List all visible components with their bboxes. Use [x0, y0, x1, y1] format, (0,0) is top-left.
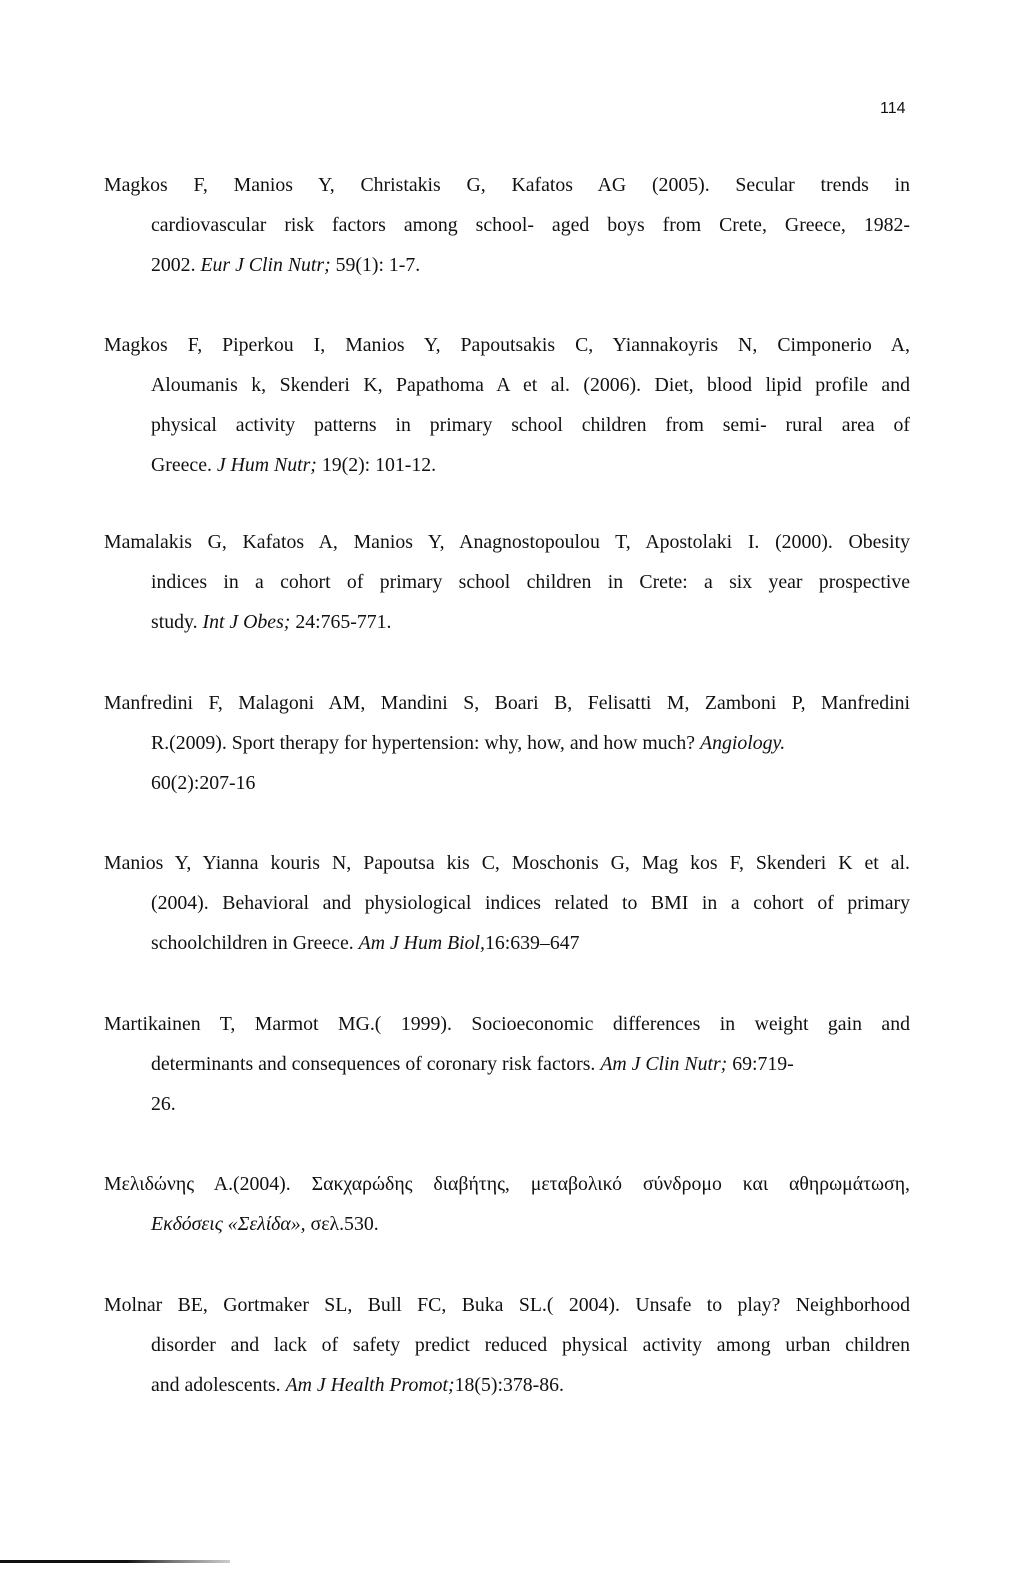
reference-line: physical activity patterns in primary school children from semi- rural area of	[151, 414, 910, 436]
reference-line: study. Int J Obes; 24:765-771.	[151, 611, 392, 633]
reference-line: Mamalakis G, Kafatos A, Manios Y, Anagnostopoulou T, Apostolaki I. (2000). Obesity	[104, 531, 910, 553]
reference-entry	[104, 1285, 910, 1405]
reference-line: R.(2009). Sport therapy for hypertension: why, how, and how much? Angiology.	[151, 732, 786, 754]
reference-line: Greece. J Hum Nutr; 19(2): 101-12.	[151, 454, 437, 476]
reference-line: Molnar BE, Gortmaker SL, Bull FC, Buka SL.( 2004). Unsafe to play? Neighborhood	[104, 1294, 910, 1316]
footer-rule	[0, 1560, 230, 1563]
reference-entry	[104, 522, 910, 642]
reference-line: Εκδόσεις «Σελίδα», σελ.530.	[151, 1213, 379, 1235]
reference-line: Aloumanis k, Skenderi K, Papathoma A et al. (2006). Diet, blood lipid profile and	[151, 374, 910, 396]
reference-line: Μελιδώνης Α.(2004). Σακχαρώδης διαβήτης, μεταβολικό σύνδρομο και αθηρωμάτωση,	[104, 1173, 910, 1195]
reference-line: Magkos F, Manios Y, Christakis G, Kafatos AG (2005). Secular trends in	[104, 174, 910, 196]
reference-line: disorder and lack of safety predict reduced physical activity among urban children	[151, 1334, 910, 1356]
reference-line: Manios Y, Yianna kouris N, Papoutsa kis C, Moschonis G, Mag kos F, Skenderi K et al.	[104, 852, 910, 874]
reference-line: and adolescents. Am J Health Promot;18(5):378-86.	[151, 1374, 564, 1396]
reference-line: Magkos F, Piperkou I, Manios Y, Papoutsakis C, Yiannakoyris N, Cimponerio A,	[104, 334, 910, 356]
reference-line: Manfredini F, Malagoni AM, Mandini S, Boari B, Felisatti M, Zamboni P, Manfredini	[104, 692, 910, 714]
reference-line: 26.	[151, 1093, 176, 1115]
reference-entry	[104, 683, 910, 803]
reference-line: Martikainen T, Marmot MG.( 1999). Socioeconomic differences in weight gain and	[104, 1013, 910, 1035]
reference-line: determinants and consequences of coronary risk factors. Am J Clin Nutr; 69:719-	[151, 1053, 794, 1075]
page-number: 114	[880, 100, 906, 117]
reference-entry	[104, 1164, 910, 1244]
reference-entry	[104, 843, 910, 963]
reference-line: (2004). Behavioral and physiological indices related to BMI in a cohort of primary	[151, 892, 910, 914]
reference-entry	[104, 325, 910, 485]
reference-entry	[104, 165, 910, 285]
reference-line: 2002. Eur J Clin Nutr; 59(1): 1-7.	[151, 254, 421, 276]
reference-line: cardiovascular risk factors among school- aged boys from Crete, Greece, 1982-	[151, 214, 910, 236]
reference-line: indices in a cohort of primary school children in Crete: a six year prospective	[151, 571, 910, 593]
reference-line: 60(2):207-16	[151, 772, 256, 794]
reference-line: schoolchildren in Greece. Am J Hum Biol,16:639–647	[151, 932, 580, 954]
reference-entry	[104, 1004, 910, 1124]
